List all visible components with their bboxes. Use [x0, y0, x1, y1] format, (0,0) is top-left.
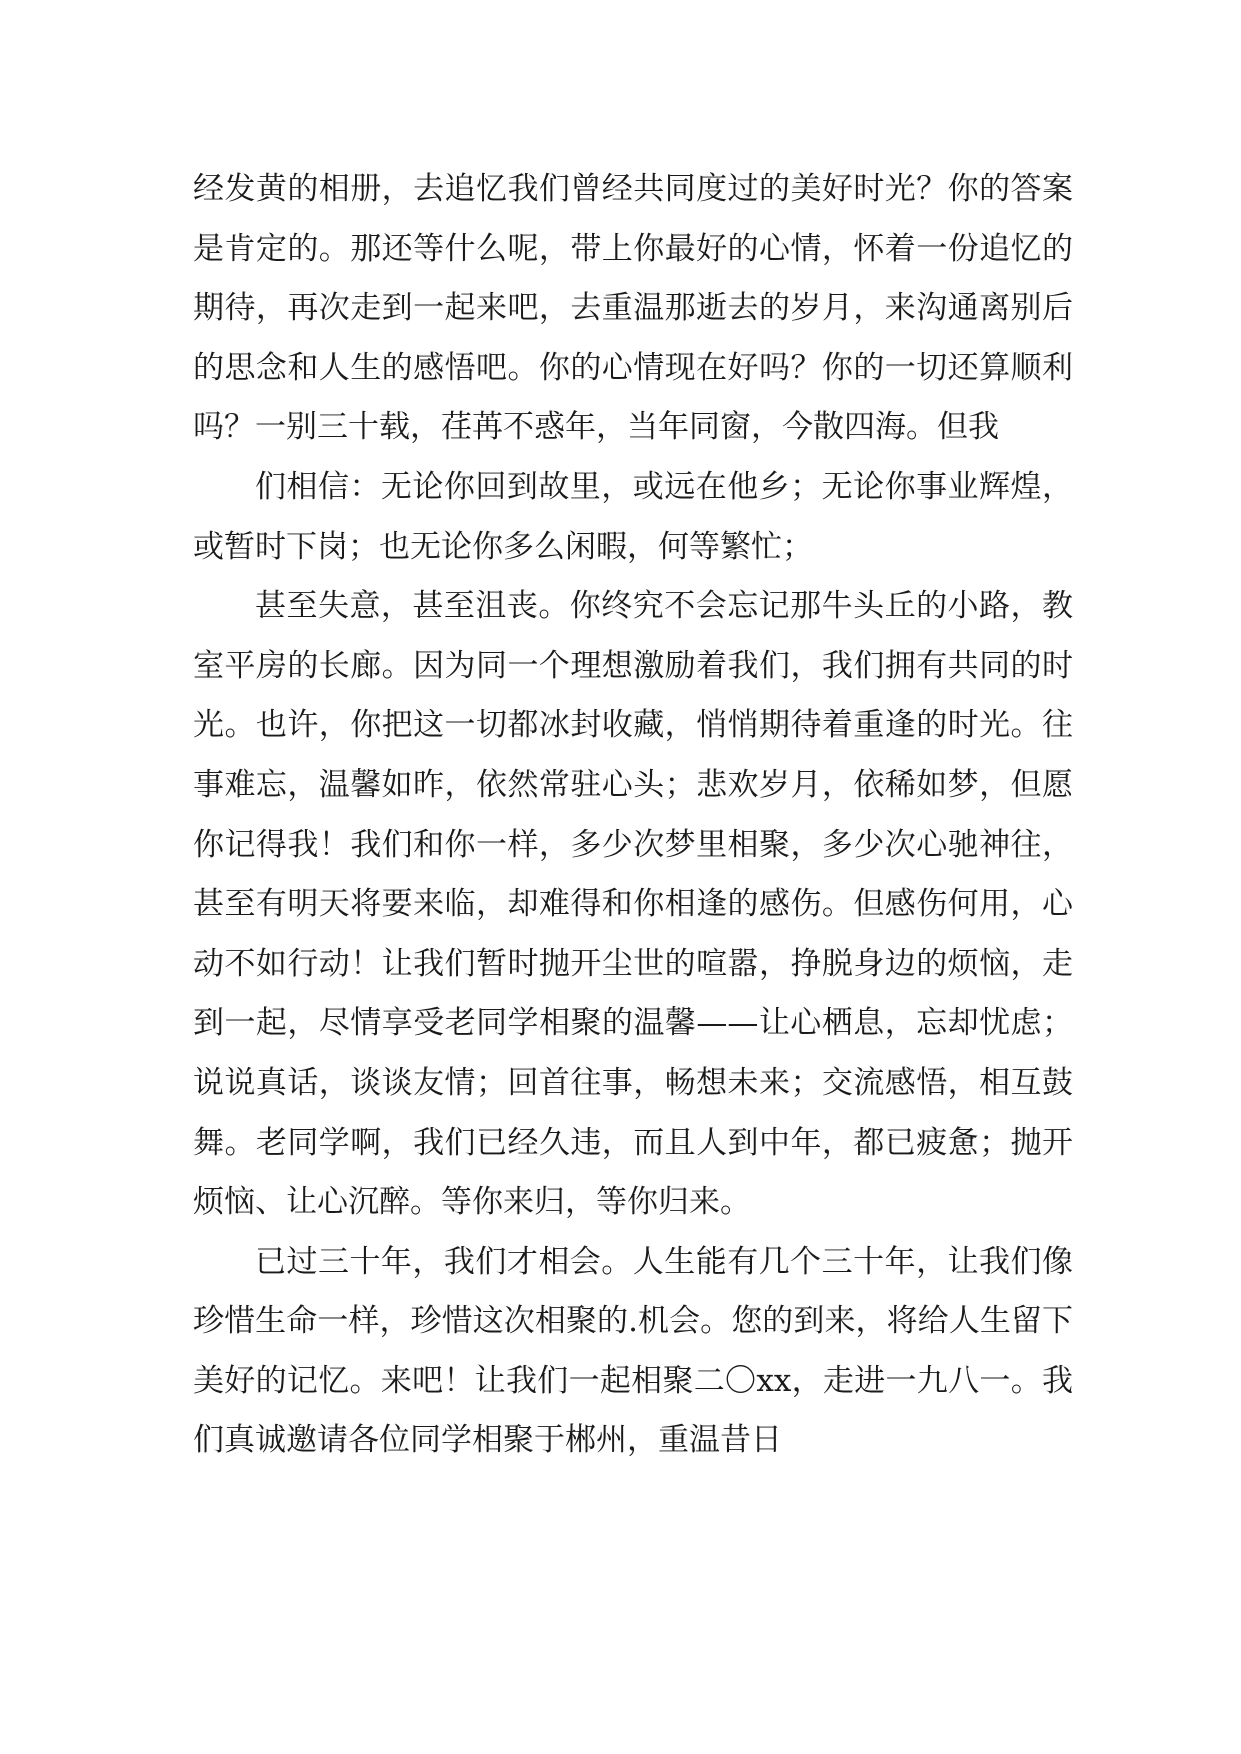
paragraph-3: 甚至失意，甚至沮丧。你终究不会忘记那牛头丘的小路，教室平房的长廊。因为同一个理想激励着我们，我们拥有共同的时光。也许，你把这一切都冰封收藏，悄悄期待着重逢的时光。往事难忘，温馨如昨，依然常驻心头；悲欢岁月，依稀如梦，但愿你记得我！我们和你一样，多少次梦里相聚，多少次心驰神往，甚至有明天将要来临，却难得和你相逢的感伤。但感伤何用，心动不如行动！让我们暂时抛开尘世的喧嚣，挣脱身边的烦恼，走到一起，尽情享受老同学相聚的温馨——让心栖息，忘却忧虑；说说真话，谈谈友情；回首往事，畅想未来；交流感悟，相互鼓舞。老同学啊，我们已经久违，而且人到中年，都已疲惫；抛开烦恼、让心沉醉。等你来归，等你归来。: [193, 588, 1073, 1221]
paragraph-4: 已过三十年，我们才相会。人生能有几个三十年，让我们像珍惜生命一样，珍惜这次相聚的.机会。您的到来，将给人生留下美好的记忆。来吧！让我们一起相聚二〇xx，走进一九八一。我们真诚邀请各位同学相聚于郴州，重温昔日: [193, 1243, 1073, 1459]
body-text: [193, 160, 1073, 1471]
paragraph-2: 们相信：无论你回到故里，或远在他乡；无论你事业辉煌，或暂时下岗；也无论你多么闲暇，何等繁忙；: [193, 468, 1073, 565]
paragraph-1: 经发黄的相册，去追忆我们曾经共同度过的美好时光？你的答案是肯定的。那还等什么呢，带上你最好的心情，怀着一份追忆的期待，再次走到一起来吧，去重温那逝去的岁月，来沟通离别后的思念和人生的感悟吧。你的心情现在好吗？你的一切还算顺利吗？一别三十载，荏苒不惑年，当年同窗，今散四海。但我: [193, 171, 1073, 446]
